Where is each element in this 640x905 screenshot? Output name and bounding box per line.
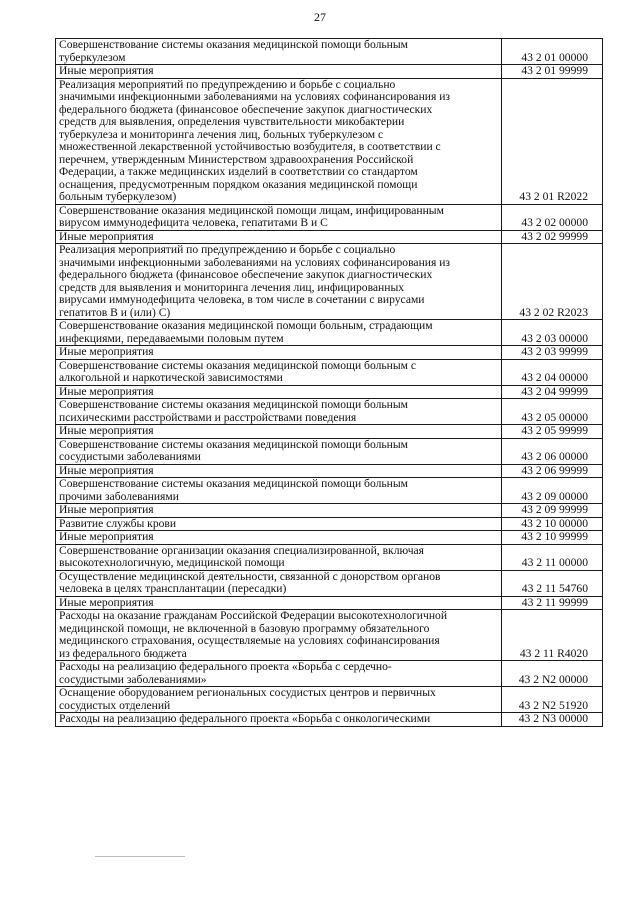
program-item-name: Реализация мероприятий по предупреждению и борьбе с социально значимыми инфекционными заболеваниями на условиях софинансирования из федерального бюджета (финансовое обеспечение закупок диагностических средств для выявления и мониторинга лечения лиц, инфицированных вирусами иммунодефицита человека, в том числе в сочетании с вирусами гепатитов B и (или) C) [56, 244, 502, 320]
budget-code: 43 2 06 00000 [502, 438, 603, 464]
program-item-name: Развитие службы крови [56, 517, 502, 531]
footer-rule [95, 856, 185, 857]
program-item-name: Совершенствование оказания медицинской помощи лицам, инфицированным вирусом иммунодефицита человека, гепатитами B и C [56, 204, 502, 230]
program-item-name: Совершенствование системы оказания медицинской помощи больным сосудистыми заболеваниями [56, 438, 502, 464]
table-row [56, 399, 603, 425]
budget-code: 43 2 04 99999 [502, 385, 603, 399]
program-item-name: Расходы на оказание гражданам Российской Федерации высокотехнологичной медицинской помощи, не включенной в базовую программу обязательного медицинского страхования, осуществляемые на условиях софинансирования из федерального бюджета [56, 610, 502, 661]
program-item-name: Иные мероприятия [56, 65, 502, 79]
program-item-name: Оснащение оборудованием региональных сосудистых центров и первичных сосудистых отделений [56, 687, 502, 713]
table-row [56, 531, 603, 545]
table-row [56, 65, 603, 79]
table-row [56, 610, 603, 661]
program-item-name: Совершенствование системы оказания медицинской помощи больным прочими заболеваниями [56, 478, 502, 504]
program-item-name: Иные мероприятия [56, 425, 502, 439]
table-row [56, 478, 603, 504]
program-item-name: Иные мероприятия [56, 464, 502, 478]
budget-codes-table [55, 38, 603, 727]
table-row [56, 385, 603, 399]
program-item-name: Расходы на реализацию федерального проекта «Борьба с онкологическими [56, 713, 502, 727]
table-row [56, 39, 603, 65]
table-row [56, 713, 603, 727]
page-number: 27 [314, 10, 326, 24]
budget-code: 43 2 11 99999 [502, 596, 603, 610]
program-item-name: Осуществление медицинской деятельности, связанной с донорством органов человека в целях трансплантации (пересадки) [56, 570, 502, 596]
budget-code: 43 2 02 99999 [502, 230, 603, 244]
table-row [56, 204, 603, 230]
budget-code: 43 2 11 00000 [502, 544, 603, 570]
table-row [56, 464, 603, 478]
table-row [56, 504, 603, 518]
table-row [56, 687, 603, 713]
table-row [56, 570, 603, 596]
program-item-name: Реализация мероприятий по предупреждению и борьбе с социально значимыми инфекционными заболеваниями на условиях софинансирования из федерального бюджета (финансовое обеспечение закупок диагностических средств для выявления, определения чувствительности микобактерии туберкулеза и мониторинга лечения лиц, больных туберкулезом с множественной лекарственной устойчивостью возбудителя, в соответствии с перечнем, утвержденным Министерством здравоохранения Российской Федерации, а также медицинских изделий в соответствии со стандартом оснащения, предусмотренным порядком оказания медицинской помощи больным туберкулезом) [56, 78, 502, 204]
program-item-name: Иные мероприятия [56, 504, 502, 518]
budget-code: 43 2 05 00000 [502, 399, 603, 425]
program-item-name: Совершенствование оказания медицинской помощи больным, страдающим инфекциями, передаваемыми половым путем [56, 320, 502, 346]
budget-code: 43 2 N3 00000 [502, 713, 603, 727]
program-item-name: Иные мероприятия [56, 346, 502, 360]
budget-code: 43 2 09 00000 [502, 478, 603, 504]
table-row [56, 438, 603, 464]
budget-code: 43 2 02 R2023 [502, 244, 603, 320]
table-body [56, 39, 603, 727]
table-row [56, 359, 603, 385]
table-row [56, 596, 603, 610]
budget-code: 43 2 10 00000 [502, 517, 603, 531]
budget-code: 43 2 02 00000 [502, 204, 603, 230]
table-row [56, 661, 603, 687]
program-item-name: Совершенствование организации оказания специализированной, включая высокотехнологичную, медицинской помощи [56, 544, 502, 570]
budget-code: 43 2 11 R4020 [502, 610, 603, 661]
program-item-name: Совершенствование системы оказания медицинской помощи больным туберкулезом [56, 39, 502, 65]
budget-code: 43 2 01 R2022 [502, 78, 603, 204]
program-item-name: Расходы на реализацию федерального проекта «Борьба с сердечно- сосудистыми заболеваниями» [56, 661, 502, 687]
budget-code: 43 2 01 00000 [502, 39, 603, 65]
budget-code: 43 2 05 99999 [502, 425, 603, 439]
table-row [56, 346, 603, 360]
budget-code: 43 2 01 99999 [502, 65, 603, 79]
program-item-name: Иные мероприятия [56, 230, 502, 244]
budget-code: 43 2 09 99999 [502, 504, 603, 518]
table-row [56, 78, 603, 204]
program-item-name: Иные мероприятия [56, 385, 502, 399]
program-item-name: Совершенствование системы оказания медицинской помощи больным психическими расстройствами и расстройствами поведения [56, 399, 502, 425]
budget-code: 43 2 N2 51920 [502, 687, 603, 713]
budget-code: 43 2 03 00000 [502, 320, 603, 346]
table-row [56, 544, 603, 570]
budget-code: 43 2 N2 00000 [502, 661, 603, 687]
budget-code: 43 2 11 54760 [502, 570, 603, 596]
budget-code: 43 2 04 00000 [502, 359, 603, 385]
table-row [56, 517, 603, 531]
table-row [56, 230, 603, 244]
table-row [56, 425, 603, 439]
budget-code: 43 2 03 99999 [502, 346, 603, 360]
budget-code: 43 2 10 99999 [502, 531, 603, 545]
program-item-name: Иные мероприятия [56, 596, 502, 610]
table-row [56, 320, 603, 346]
program-item-name: Иные мероприятия [56, 531, 502, 545]
table-row [56, 244, 603, 320]
program-item-name: Совершенствование системы оказания медицинской помощи больным с алкогольной и наркотической зависимостями [56, 359, 502, 385]
budget-code: 43 2 06 99999 [502, 464, 603, 478]
